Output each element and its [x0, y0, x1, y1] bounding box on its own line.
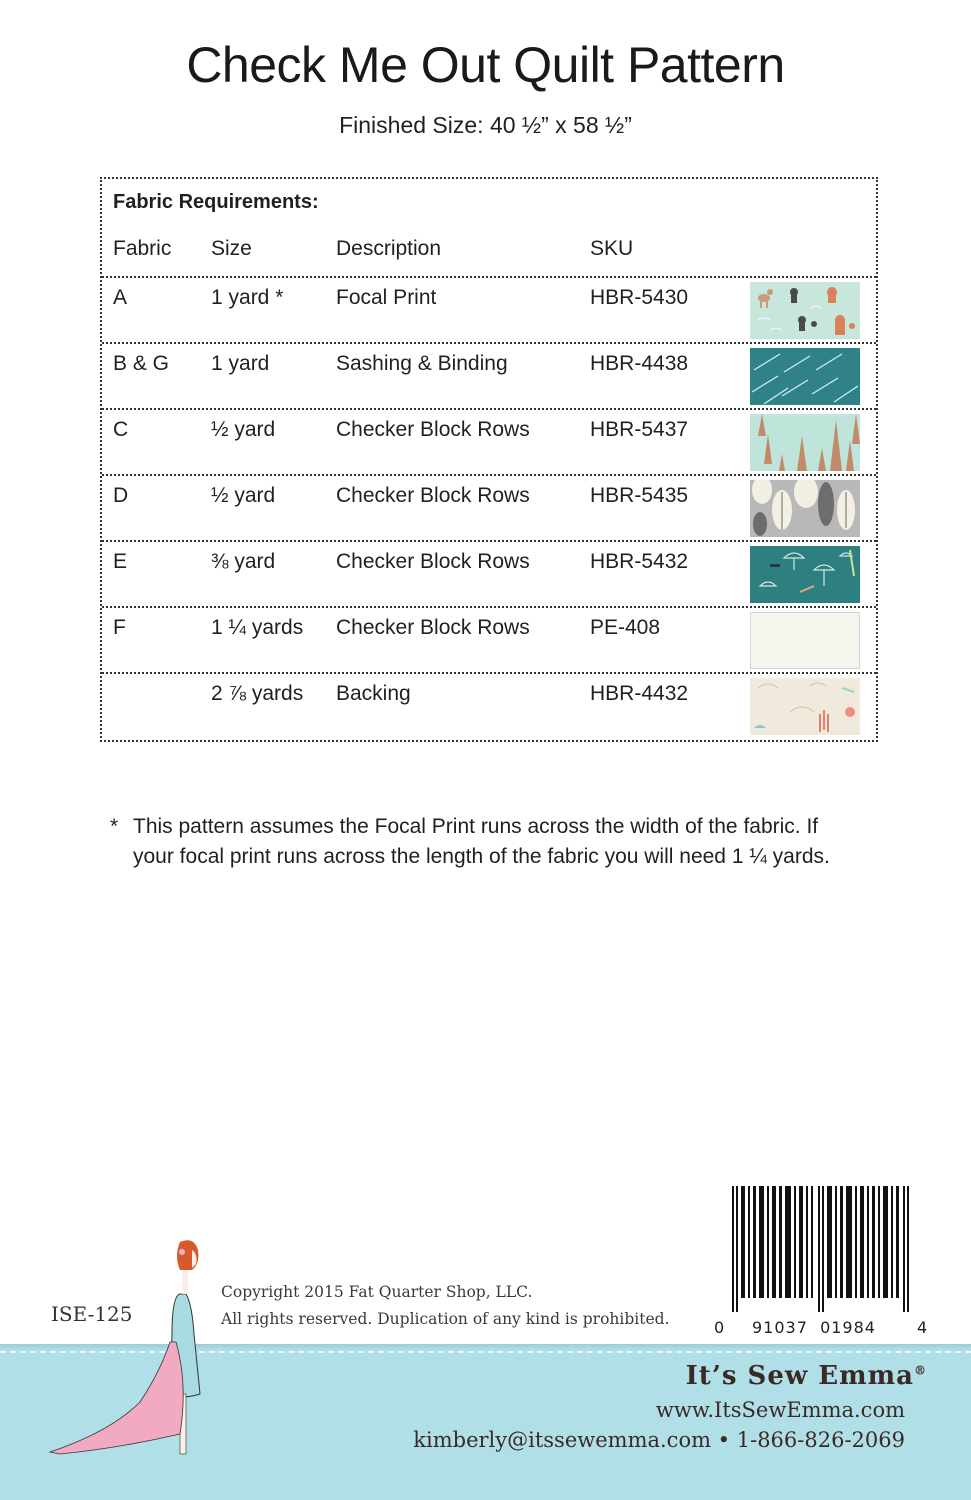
- copyright-line-2: All rights reserved. Duplication of any kind is prohibited.: [221, 1310, 670, 1328]
- fabric-cell: C: [113, 418, 129, 441]
- page-title: Check Me Out Quilt Pattern: [186, 37, 785, 93]
- fabric-swatch-mushrooms-teal: [750, 546, 860, 603]
- sku-cell: HBR-5430: [590, 286, 689, 309]
- size-cell: 1 yard *: [211, 286, 284, 309]
- website-link[interactable]: www.ItsSewEmma.com: [655, 1398, 905, 1422]
- column-header-size: Size: [211, 237, 252, 260]
- fabric-cell: E: [113, 550, 128, 573]
- barcode-icon: [730, 1186, 912, 1312]
- fabric-swatch-arrows: [750, 348, 860, 405]
- brand-name: It’s Sew Emma®: [685, 1361, 927, 1391]
- description-cell: Backing: [336, 682, 411, 705]
- description-cell: Checker Block Rows: [336, 484, 530, 507]
- table-row: [102, 542, 876, 608]
- pattern-code: ISE-125: [51, 1302, 133, 1326]
- table-row: [102, 410, 876, 476]
- sku-cell: HBR-5432: [590, 550, 689, 573]
- copyright-line-1: Copyright 2015 Fat Quarter Shop, LLC.: [221, 1283, 533, 1301]
- description-cell: Checker Block Rows: [336, 550, 530, 573]
- column-header-description: Description: [336, 237, 442, 260]
- fabric-cell: D: [113, 484, 129, 507]
- sku-cell: PE-408: [590, 616, 661, 639]
- column-header-sku: SKU: [590, 237, 634, 260]
- fabric-cell: A: [113, 286, 128, 309]
- fabric-swatch-solid-cream: [750, 612, 860, 669]
- contact-info[interactable]: kimberly@itssewemma.com • 1-866-826-2069: [413, 1428, 905, 1452]
- fabric-cell: B & G: [113, 352, 170, 375]
- copyright: [221, 1279, 670, 1333]
- size-cell: ½ yard: [211, 484, 276, 507]
- fabric-swatch-trees: [750, 414, 860, 471]
- fabric-swatch-woodland-animals: [750, 282, 860, 339]
- fabric-swatch-mushrooms-cream: [750, 678, 860, 735]
- table-row: [102, 674, 876, 740]
- description-cell: Focal Print: [336, 286, 437, 309]
- girl-illustration-icon: [42, 1232, 212, 1457]
- table-row: [102, 344, 876, 410]
- registered-mark: ®: [914, 1363, 927, 1378]
- fabric-requirements-table: [100, 177, 878, 742]
- footnote-text: This pattern assumes the Focal Print runs across the width of the fabric. If your focal print runs across the length of the fabric you will need 1 ¼ yards.: [133, 815, 830, 868]
- sku-cell: HBR-5435: [590, 484, 689, 507]
- size-cell: 1 yard: [211, 352, 270, 375]
- fabric-swatch-leaves: [750, 480, 860, 537]
- table-row: [102, 278, 876, 344]
- fabric-cell: F: [113, 616, 126, 639]
- table-row: [102, 608, 876, 674]
- column-header-fabric: Fabric: [113, 237, 172, 260]
- size-cell: ½ yard: [211, 418, 276, 441]
- description-cell: Checker Block Rows: [336, 418, 530, 441]
- table-heading: Fabric Requirements:: [113, 191, 319, 213]
- sku-cell: HBR-4432: [590, 682, 689, 705]
- sku-cell: HBR-4438: [590, 352, 689, 375]
- size-cell: 1 ¼ yards: [211, 616, 304, 639]
- sku-cell: HBR-5437: [590, 418, 689, 441]
- size-cell: 2 ⅞ yards: [211, 682, 304, 705]
- table-row: [102, 476, 876, 542]
- size-cell: ⅜ yard: [211, 550, 276, 573]
- description-cell: Sashing & Binding: [336, 352, 508, 375]
- footnote-marker: *: [110, 815, 119, 838]
- finished-size: Finished Size: 40 ½” x 58 ½”: [339, 112, 632, 138]
- description-cell: Checker Block Rows: [336, 616, 530, 639]
